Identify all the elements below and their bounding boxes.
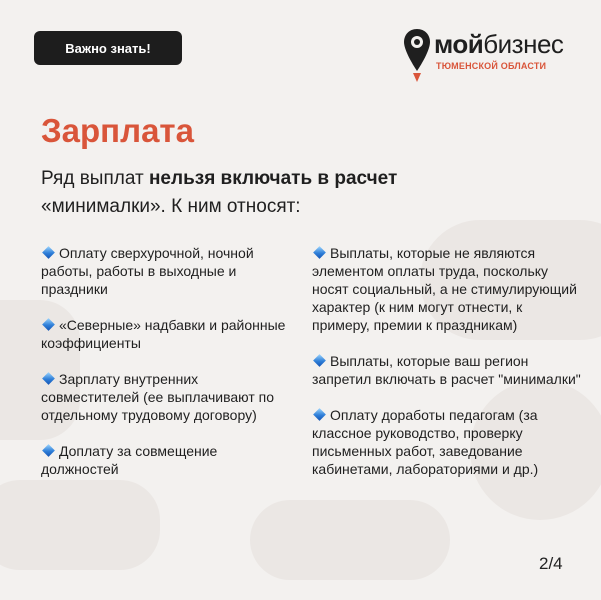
logo — [402, 27, 582, 83]
list-item: Зарплату внутренних совместителей (ее выплачивают по отдельному трудовому договору) — [41, 371, 275, 423]
intro-text: Ряд выплат нельзя включать в расчет «минималки». К ним относят: — [41, 168, 398, 217]
map-pin-rocket-icon — [402, 27, 432, 83]
list-item: «Северные» надбавки и районные коэффициенты — [41, 317, 286, 351]
blue-diamond-icon — [42, 246, 55, 259]
blue-diamond-icon — [42, 318, 55, 331]
list-item: Выплаты, которые ваш регион запретил включать в расчет "минималки" — [312, 353, 581, 387]
blue-diamond-icon — [313, 246, 326, 259]
blue-diamond-icon — [313, 354, 326, 367]
important-badge: Важно знать! — [34, 31, 182, 65]
logo-subtitle: ТЮМЕНСКОЙ ОБЛАСТИ — [436, 61, 547, 71]
list-item: Оплату доработы педагогам (за классное руководство, проверку письменных работ, заведование кабинетами, лабораториями и др.) — [312, 407, 539, 477]
page-number: 2/4 — [539, 554, 563, 573]
left-list — [41, 244, 291, 496]
list-item: Доплату за совмещение должностей — [41, 443, 218, 477]
page-title: Зарплата — [41, 112, 194, 149]
logo-name: мойбизнес — [434, 29, 564, 59]
blue-diamond-icon — [313, 408, 326, 421]
blue-diamond-icon — [42, 372, 55, 385]
right-list — [312, 244, 582, 496]
list-item: Выплаты, которые не являются элементом оплаты труда, поскольку носят социальный, а не стимулирующий характер (к ним могут отнести, к примеру, премии к праздникам) — [312, 245, 577, 333]
list-item: Оплату сверхурочной, ночной работы, работы в выходные и праздники — [41, 245, 254, 297]
blue-diamond-icon — [42, 444, 55, 457]
